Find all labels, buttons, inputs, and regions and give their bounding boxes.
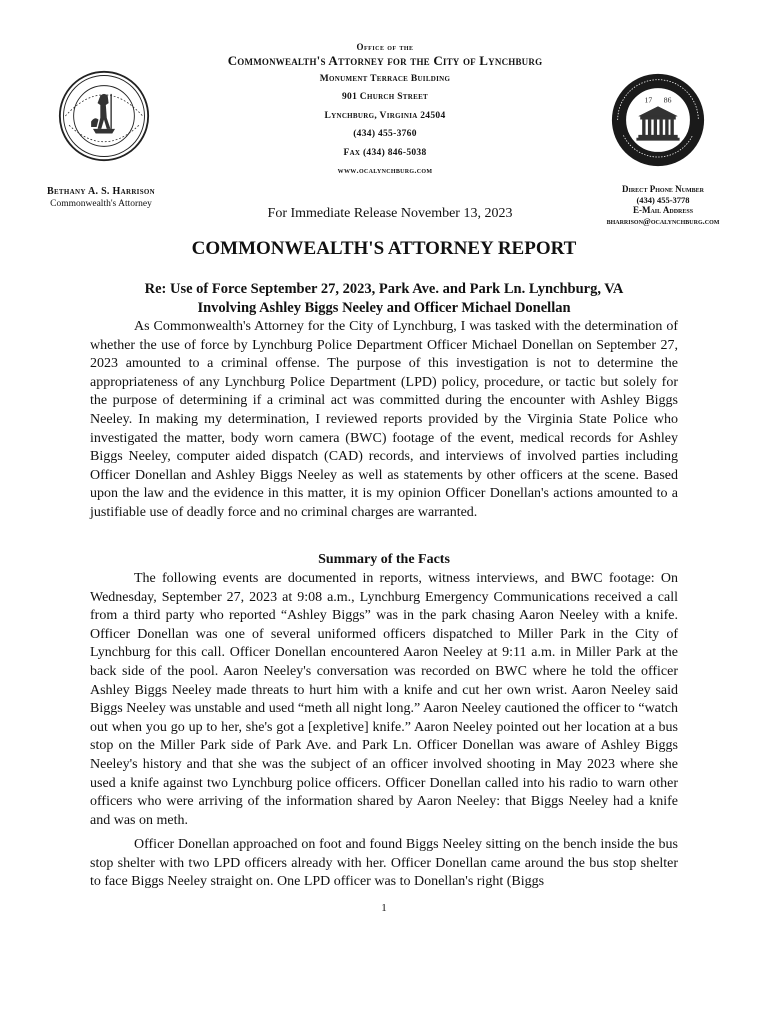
office-of-label: Office of the	[356, 42, 414, 52]
seal-year-right: 86	[663, 95, 672, 105]
intro-section	[90, 318, 678, 523]
subject-line	[60, 280, 708, 318]
attorney-contact	[26, 186, 176, 210]
office-phone: (434) 455-3760	[353, 129, 417, 140]
office-fax: Fax (434) 846-5038	[343, 147, 427, 158]
attorney-name: Bethany A. S. Harrison	[46, 186, 155, 197]
direct-contact	[578, 184, 748, 226]
subject-line-1: Re: Use of Force September 27, 2023, Park Ave. and Park Ln. Lynchburg, VA	[144, 281, 624, 297]
facts-section-continued	[90, 836, 678, 892]
intro-paragraph: As Commonwealth's Attorney for the City of Lynchburg, I was tasked with the determination of whether the use of force by Lynchburg Police Department Officer Michael Donellan on September 27, 2023 amounted to a criminal offense. The purpose of this investigation is not to determine the appropriateness of any Lynchburg Police Department (LPD) policy, procedure, or tactic but solely for the purpose of determining if a criminal act was committed during the encounter with Ashley Biggs Neeley. In making my determination, I reviewed reports provided by the Virginia State Police who investigated the matter, body worn camera (BWC) footage of the event, medical records for Ashley Biggs Neeley, computer aided dispatch (CAD) records, and interviews of involved parties including Officer Donellan and Ashley Biggs Neeley as well as statements by other officers at the scene. Based upon the law and the evidence in this matter, it is my opinion Officer Donellan's actions amounted to a justifiable use of deadly force and no criminal charges are warranted.	[90, 319, 678, 521]
building-name: Monument Terrace Building	[319, 73, 451, 84]
letterhead	[140, 42, 630, 179]
commonwealths-attorney-seal-icon	[610, 72, 706, 168]
attorney-title: Commonwealth's Attorney	[50, 198, 152, 209]
office-website: www.ocalynchburg.com	[337, 165, 433, 176]
street-address: 901 Church Street	[341, 92, 429, 103]
facts-paragraph-1: The following events are documented in reports, witness interviews, and BWC footage: On Wednesday, September 27, 2023 at 9:08 a.m., Lynchburg Emergency Communications received a call from a third party who reported “Ashley Biggs” was in the park chasing Aaron Neeley with a knife. Officer Donellan was one of several uniformed officers dispatched to Miller Park in the City of Lynchburg for this call. Officer Donellan encountered Aaron Neeley at 9:11 a.m. in Miller Park at the back side of the pool. Aaron Neeley's conversation was recorded on BWC where he told the officer Ashley Biggs Neeley made threats to hurt him with a knife and cut her own wrist. Aaron Neeley said Biggs Neeley was unstable and used “meth all night long.” Aaron Neeley cautioned the officer to “watch out when you go up to her, she's got a [expletive] knife.” Aaron Neeley pointed out her location at a bus stop on the Miller Park side of Park Ave. and Park Ln. Officer Donellan was aware of Ashley Biggs Neeley's history and that she was the subject of an officer involved shooting in May 2023 where she used a knife against two Lynchburg police officers. Officer Donellan called into his radio to warn other officers who were arriving of the information shared by Aaron Neeley: that Biggs Neeley had a knife and was on meth.	[90, 571, 678, 828]
email-label: E-Mail Address	[632, 204, 694, 215]
office-name: Commonwealth's Attorney for the City of Lynchburg	[227, 53, 543, 69]
direct-phone-label: Direct Phone Number	[621, 184, 704, 194]
release-date: For Immediate Release November 13, 2023	[267, 206, 513, 221]
city-address: Lynchburg, Virginia 24504	[324, 110, 446, 121]
email-address: bharrison@ocalynchburg.com	[606, 215, 720, 226]
page-number: 1	[381, 902, 387, 914]
facts-paragraph-2: Officer Donellan approached on foot and found Biggs Neeley sitting on the bench inside the bus stop shelter with two LPD officers already with her. Officer Donellan came around the bus stop shelter to face Biggs Neeley straight on. One LPD officer was to Donellan's right (Biggs	[90, 837, 678, 890]
report-title: COMMONWEALTH'S ATTORNEY REPORT	[191, 238, 577, 259]
direct-phone: (434) 455-3778	[636, 194, 690, 205]
section-heading: Summary of the Facts	[318, 552, 450, 567]
virginia-seal-icon	[58, 70, 150, 162]
facts-section	[90, 570, 678, 831]
subject-line-2: Involving Ashley Biggs Neeley and Officer Michael Donellan	[197, 299, 571, 316]
seal-year-left: 17	[644, 95, 653, 105]
